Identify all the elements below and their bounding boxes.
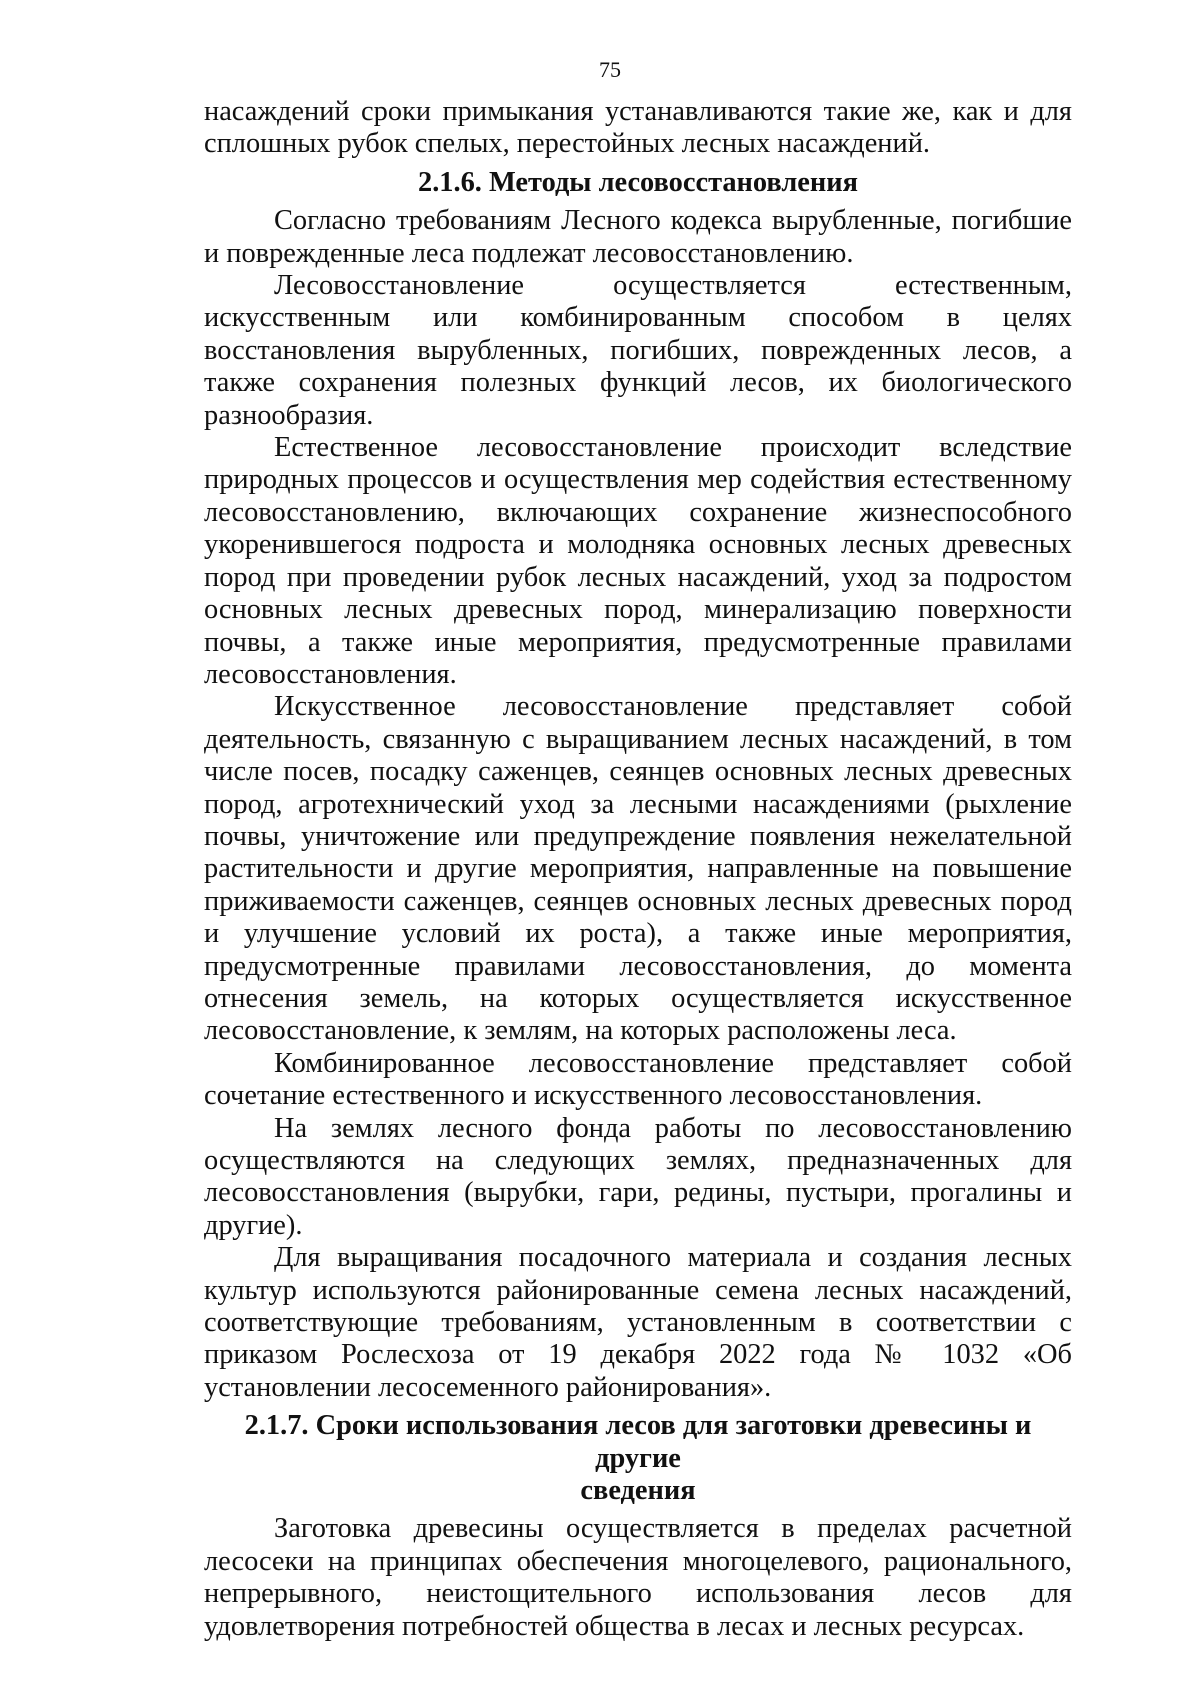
- paragraph: Лесовосстановление осуществляется естественным, искусственным или комбинированным способом в целях восстановления вырубленных, погибших, поврежденных лесов, а также сохранения полезных функций лесов, их биологического разнообразия.: [204, 270, 1072, 431]
- paragraph: Искусственное лесовосстановление представляет собой деятельность, связанную с выращиванием лесных насаждений, в том числе посев, посадку саженцев, сеянцев основных лесных древесных пород, агротехнический уход за лесными насаждениями (рыхление почвы, уничтожение или предупреждение появления нежелательной растительности и другие мероприятия, направленные на повышение приживаемости саженцев, сеянцев основных лесных древесных пород и улучшение условий их роста), а также иные мероприятия, предусмотренные правилами лесовосстановления, до момента отнесения земель, на которых осуществляется искусственное лесовосстановление, к землям, на которых расположены леса.: [204, 691, 1072, 1047]
- paragraph: Согласно требованиям Лесного кодекса вырубленные, погибшие и поврежденные леса подлежат лесовосстановлению.: [204, 205, 1072, 269]
- paragraph: Заготовка древесины осуществляется в пределах расчетной лесосеки на принципах обеспечения многоцелевого, рационального, непрерывного, неистощительного использования лесов для удовлетворения потребностей общества в лесах и лесных ресурсах.: [204, 1513, 1072, 1642]
- paragraph: Для выращивания посадочного материала и создания лесных культур используются районированные семена лесных насаждений, соответствующие требованиям, установленным в соответствии с приказом Рослесхоза от 19 декабря 2022 года № 1032 «Об установлении лесосеменного районирования».: [204, 1242, 1072, 1403]
- page-number: 75: [599, 57, 621, 82]
- page-content: [204, 54, 1072, 1643]
- section-heading-2-1-7: [204, 1410, 1072, 1507]
- paragraph: На землях лесного фонда работы по лесовосстановлению осуществляются на следующих землях, предназначенных для лесовосстановления (вырубки, гари, редины, пустыри, прогалины и другие).: [204, 1112, 1072, 1241]
- section-heading-line: сведения: [580, 1475, 696, 1507]
- paragraph: Комбинированное лесовосстановление представляет собой сочетание естественного и искусственного лесовосстановления.: [204, 1047, 1072, 1112]
- section-heading-line: 2.1.7. Сроки использования лесов для заготовки древесины и другие: [244, 1410, 1032, 1474]
- paragraph: Естественное лесовосстановление происходит вследствие природных процессов и осуществления мер содействия естественному лесовосстановлению, включающих сохранение жизнеспособного укоренившегося подроста и молодняка основных лесных древесных пород при проведении рубок лесных насаждений, уход за подростом основных лесных древесных пород, минерализацию поверхности почвы, а также иные мероприятия, предусмотренные правилами лесовосстановления.: [204, 432, 1072, 690]
- section-heading-2-1-6: 2.1.6. Методы лесовосстановления: [418, 166, 858, 198]
- continuation-paragraph: насаждений сроки примыкания устанавливаются такие же, как и для сплошных рубок спелых, перестойных лесных насаждений.: [204, 96, 1072, 160]
